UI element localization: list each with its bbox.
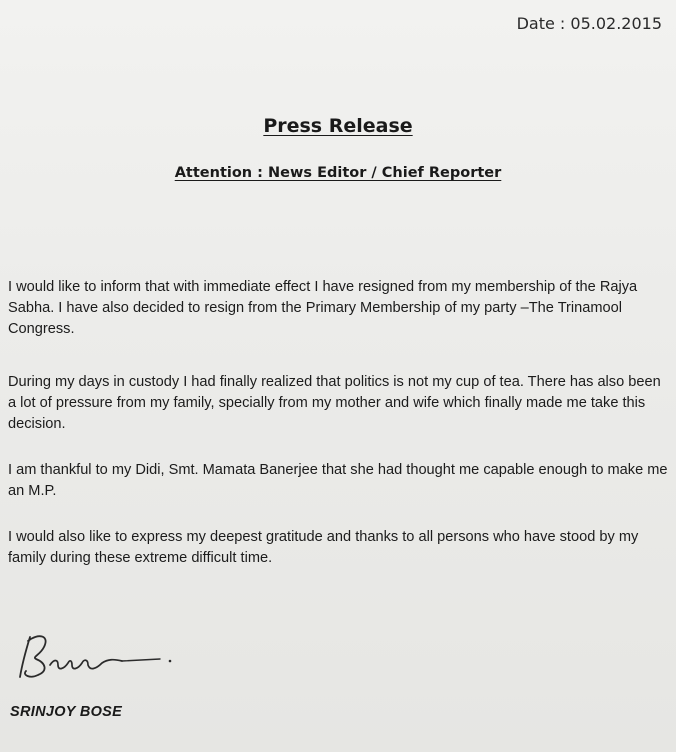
signatory-name: SRINJOY BOSE — [10, 704, 123, 720]
paragraph-thanks-didi: I am thankful to my Didi, Smt. Mamata Banerjee that she had thought me capable enough to make me an M.P. — [8, 462, 668, 499]
attention-line: Attention : News Editor / Chief Reporter — [174, 165, 502, 181]
paragraph-reason: During my days in custody I had finally realized that politics is not my cup of tea. There has also been a lot of pressure from my family, specially from my mother and wife which finally made me take this decision. — [8, 374, 661, 432]
release-date: Date : 05.02.2015 — [516, 14, 662, 33]
paragraph-gratitude: I would also like to express my deepest gratitude and thanks to all persons who have stood by my family during these extreme difficult time. — [8, 529, 639, 566]
handwritten-signature — [10, 625, 180, 685]
page-title: Press Release — [263, 115, 413, 137]
paragraph-resignation: I would like to inform that with immediate effect I have resigned from my membership of the Rajya Sabha. I have also decided to resign from the Primary Membership of my party –The Trinamool Congress. — [8, 279, 638, 337]
